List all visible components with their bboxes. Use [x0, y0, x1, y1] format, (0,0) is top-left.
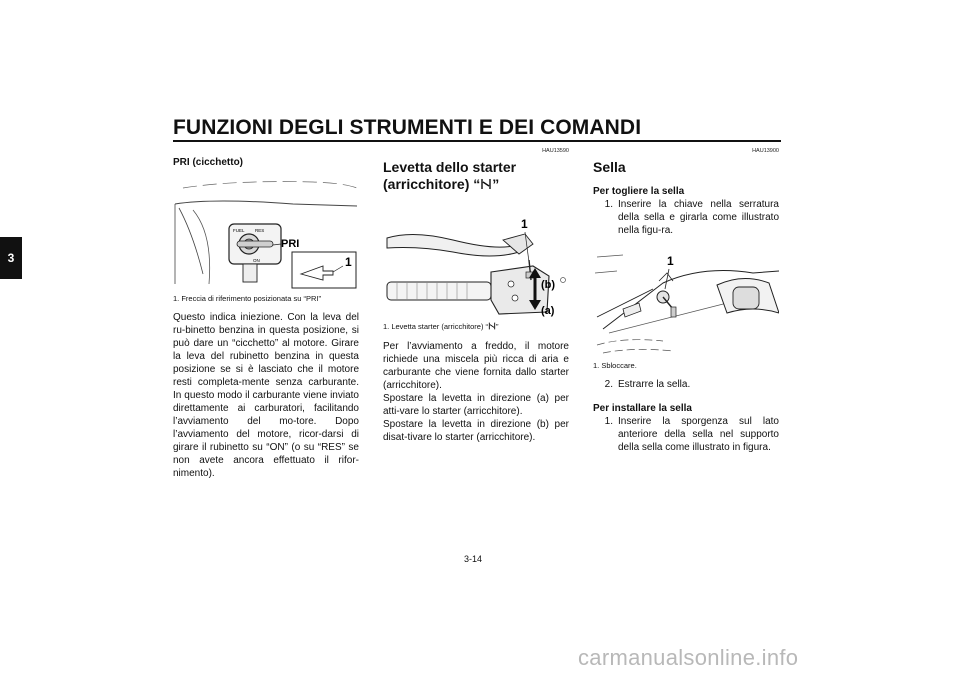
choke-symbol-icon [488, 322, 496, 332]
seat-lock-figure [593, 243, 779, 357]
callout-1: 1 [667, 254, 674, 268]
watermark: carmanualsonline.info [578, 645, 799, 670]
install-seat-heading: Per installare la sella [593, 403, 692, 414]
choke-symbol-icon [480, 177, 492, 194]
chapter-tab: 3 [0, 237, 22, 279]
pri-body: Questo indica iniezione. Con la leva del ru-binetto benzina in questa posizione, si può dare un “cicchetto” al motore. Girare la leva del rubinetto benzina in questa posizione se si è lasciato che il motore resti completa-mente senza carburante. In questo modo il carburante viene inviato direttamente ai carburatori, facilitando l’avviamento del mo-tore. Dopo l’avviamento del motore, ricor-darsi di girare il rubinetto su “ON” (o su “RES” se non avete ancora effettuato il rifor-nimento). [173, 312, 359, 479]
starter-heading-line2-post: ” [492, 176, 500, 192]
direction-b-label: (b) [541, 278, 556, 291]
step-number: 1. [604, 199, 613, 210]
fuel-tap-figure [173, 174, 359, 290]
direction-a-label: (a) [541, 304, 555, 317]
column-seat [593, 148, 779, 454]
step-text: Estrarre la sella. [618, 379, 691, 390]
seat-caption: 1. Sbloccare. [593, 361, 637, 370]
starter-paragraph-3: Spostare la levetta in direzione (b) per disat-tivare lo starter (arricchitore). [383, 418, 569, 443]
step-text: Inserire la chiave nella serratura della sella e girarla come illustrato nella figu-ra. [618, 199, 779, 236]
starter-caption [383, 322, 569, 332]
res-label: RES [255, 228, 265, 233]
ref-code: HAU13900 [752, 148, 779, 154]
starter-caption-post: ” [496, 321, 499, 331]
starter-lever-illustration [383, 200, 569, 318]
step-text: Inserire la sporgenza sul lato anteriore della sella nel supporto della sella come illustrato in figura. [618, 416, 779, 453]
page-number: 3-14 [464, 554, 483, 564]
spacer-ref [173, 148, 359, 155]
starter-heading [383, 159, 569, 194]
title-rule [173, 140, 781, 142]
ref-code: HAU13590 [542, 148, 569, 154]
page-title: FUNZIONI DEGLI STRUMENTI E DEI COMANDI [173, 116, 642, 139]
starter-lever-figure [383, 200, 569, 318]
pri-heading: PRI (cicchetto) [173, 157, 244, 168]
column-pri [173, 148, 359, 480]
starter-heading-line2-pre: (arricchitore) “ [383, 176, 481, 192]
callout-1: 1 [521, 216, 528, 231]
pri-caption: 1. Freccia di riferimento posizionata su “PRI” [173, 294, 321, 303]
remove-seat-heading: Per togliere la sella [593, 186, 685, 197]
starter-heading-line1: Levetta dello starter [383, 159, 517, 175]
seat-lock-illustration [593, 243, 779, 357]
starter-paragraph-1: Per l’avviamento a freddo, il motore richiede una miscela più ricca di aria e carburante che viene fornita dallo starter (arricchitore). [383, 340, 569, 391]
pri-label: PRI [281, 238, 300, 250]
column-starter [383, 148, 569, 444]
remove-step-2 [593, 378, 779, 391]
fuel-label: FUEL [233, 228, 245, 233]
starter-paragraph-2: Spostare la levetta in direzione (a) per atti-vare lo starter (arricchitore). [383, 392, 569, 417]
starter-caption-pre: 1. Levetta starter (arricchitore) “ [383, 321, 489, 331]
seat-heading: Sella [593, 159, 626, 175]
on-label: ON [253, 258, 260, 263]
step-number: 2. [604, 379, 613, 390]
fuel-tap-illustration [173, 174, 359, 290]
callout-1: 1 [345, 255, 352, 269]
step-number: 1. [604, 416, 613, 427]
install-step-1 [593, 415, 779, 454]
remove-step-1 [593, 198, 779, 237]
